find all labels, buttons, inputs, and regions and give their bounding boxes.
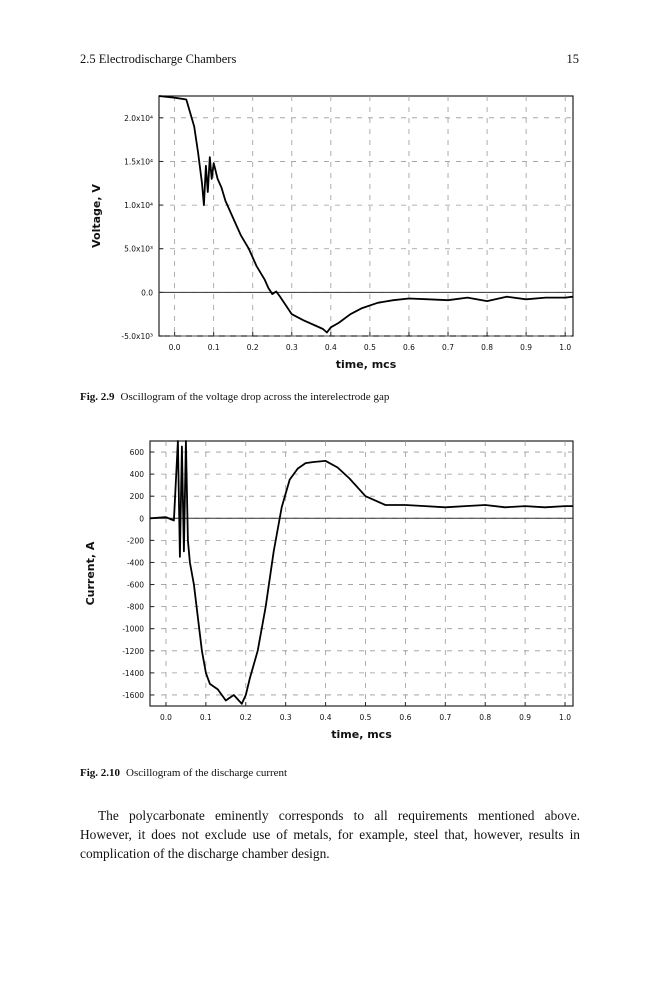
y-tick-label: 600 (129, 448, 144, 458)
x-tick-label: 0.2 (239, 713, 252, 722)
y-tick-label: 1.0x10⁴ (124, 201, 153, 211)
x-tick-label: 1.0 (559, 343, 572, 352)
y-tick-label: -400 (126, 558, 144, 568)
y-tick-label: -600 (126, 580, 144, 590)
y-tick-label: -1400 (122, 668, 144, 678)
y-axis-title: Current, A (84, 541, 97, 606)
paragraph-text: The polycarbonate eminently corresponds to all requirements mentioned above. However, it does not exclude use of metals, for example, steel that, however, results in complication of the discharge chamber design. (80, 808, 580, 861)
figure-caption-text: Oscillogram of the discharge current (126, 767, 288, 779)
x-tick-label: 0.1 (199, 713, 212, 722)
x-tick-label: 0.9 (519, 713, 532, 722)
y-tick-label: -1000 (122, 624, 144, 634)
figure-label: Fig. 2.10 (80, 767, 121, 779)
y-axis-title: Voltage, V (90, 184, 103, 248)
x-tick-label: 0.1 (207, 343, 220, 352)
section-title: 2.5 Electrodischarge Chambers (80, 52, 237, 66)
figure-label: Fig. 2.9 (80, 391, 115, 403)
y-tick-label: -1600 (122, 690, 144, 700)
x-tick-label: 0.4 (319, 713, 332, 722)
y-tick-label: -200 (126, 536, 144, 546)
x-tick-label: 0.8 (479, 713, 492, 722)
x-tick-label: 0.6 (399, 713, 412, 722)
y-tick-label: 400 (129, 470, 144, 480)
y-tick-label: 0.0 (141, 288, 153, 298)
y-tick-label: 5.0x10³ (124, 244, 153, 254)
y-tick-label: 1.5x10⁴ (124, 157, 153, 167)
x-tick-label: 0.8 (481, 343, 494, 352)
x-tick-label: 0.5 (363, 343, 376, 352)
x-tick-label: 0.5 (359, 713, 372, 722)
x-axis-title: time, mcs (331, 728, 392, 741)
y-tick-label: -5.0x10³ (121, 332, 153, 341)
x-tick-label: 0.3 (285, 343, 298, 352)
x-tick-label: 1.0 (559, 713, 571, 722)
body-paragraph (80, 806, 580, 863)
current-caption (80, 767, 287, 779)
y-tick-label: 2.0x10⁴ (124, 113, 153, 123)
x-tick-label: 0.6 (402, 343, 415, 352)
y-tick-label: 0 (139, 514, 144, 524)
figure-caption-text: Oscillogram of the voltage drop across the interelectrode gap (120, 391, 390, 403)
y-tick-label: -800 (126, 602, 144, 612)
x-tick-label: 0.4 (324, 343, 337, 352)
x-tick-label: 0.3 (279, 713, 292, 722)
x-tick-label: 0.2 (246, 343, 259, 352)
x-tick-label: 0.0 (168, 343, 181, 352)
page-number: 15 (566, 52, 579, 66)
y-tick-label: -1200 (122, 646, 144, 656)
x-tick-label: 0.9 (520, 343, 533, 352)
x-tick-label: 0.7 (442, 343, 454, 352)
y-tick-label: 200 (129, 492, 144, 502)
signal-line (150, 441, 573, 704)
x-axis-title: time, mcs (335, 358, 397, 371)
plot-frame (150, 441, 573, 706)
x-tick-label: 0.0 (159, 713, 172, 722)
x-tick-label: 0.7 (439, 713, 452, 722)
